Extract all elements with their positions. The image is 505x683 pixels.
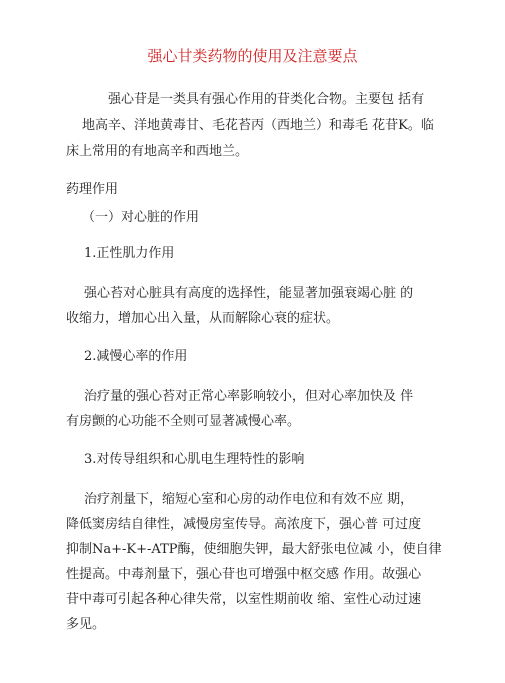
item-3-heading: 3.对传导组织和心肌电生理特性的影响 xyxy=(84,452,305,467)
item-3-body-line-3: 抑制Na+-K+-ATP酶，使细胞失钾，最大舒张电位减 小，使自律 xyxy=(66,542,442,557)
subsection-heading: （一）对心脏的作用 xyxy=(82,210,200,225)
item-3-body-line-1: 治疗剂量下，缩短心室和心房的动作电位和有效不应 期， xyxy=(84,492,414,507)
intro-line-1: 强心苷是一类具有强心作用的苷类化合物。主要包 括有 xyxy=(108,92,425,107)
item-3-body-line-2: 降低窦房结自律性，减慢房室传导。高浓度下，强心普 可过度 xyxy=(66,517,422,532)
item-2-body-line-1: 治疗量的强心苔对正常心率影响较小，但对心率加快及 伴 xyxy=(84,389,414,404)
intro-line-3: 床上常用的有地高辛和西地兰。 xyxy=(66,144,249,159)
item-3-body-line-6: 多见。 xyxy=(66,617,106,632)
item-1-body-line-2: 收缩力，增加心出入量，从而解除心衰的症状。 xyxy=(66,311,340,326)
section-heading: 药理作用 xyxy=(66,182,119,197)
intro-line-2: 地高辛、洋地黄毒甘、毛花苔丙（西地兰）和毒毛 花苷K。临 xyxy=(82,118,434,133)
item-1-heading: 1.正性肌力作用 xyxy=(84,246,175,261)
item-3-body-line-4: 性提高。中毒剂量下，强心苷也可增强中枢交感 作用。故强心 xyxy=(66,567,422,582)
item-1-body-line-1: 强心苔对心脏具有高度的选择性，能显著加强衰竭心脏 的 xyxy=(84,286,414,301)
item-2-body-line-2: 有房颤的心功能不全则可显著减慢心率。 xyxy=(66,414,301,429)
item-2-heading: 2.减慢心率的作用 xyxy=(84,349,188,364)
document-title: 强心甘类药物的使用及注意要点 xyxy=(147,47,358,65)
item-3-body-line-5: 苷中毒可引起各种心律失常，以室性期前收 缩、室性心动过速 xyxy=(66,592,422,607)
